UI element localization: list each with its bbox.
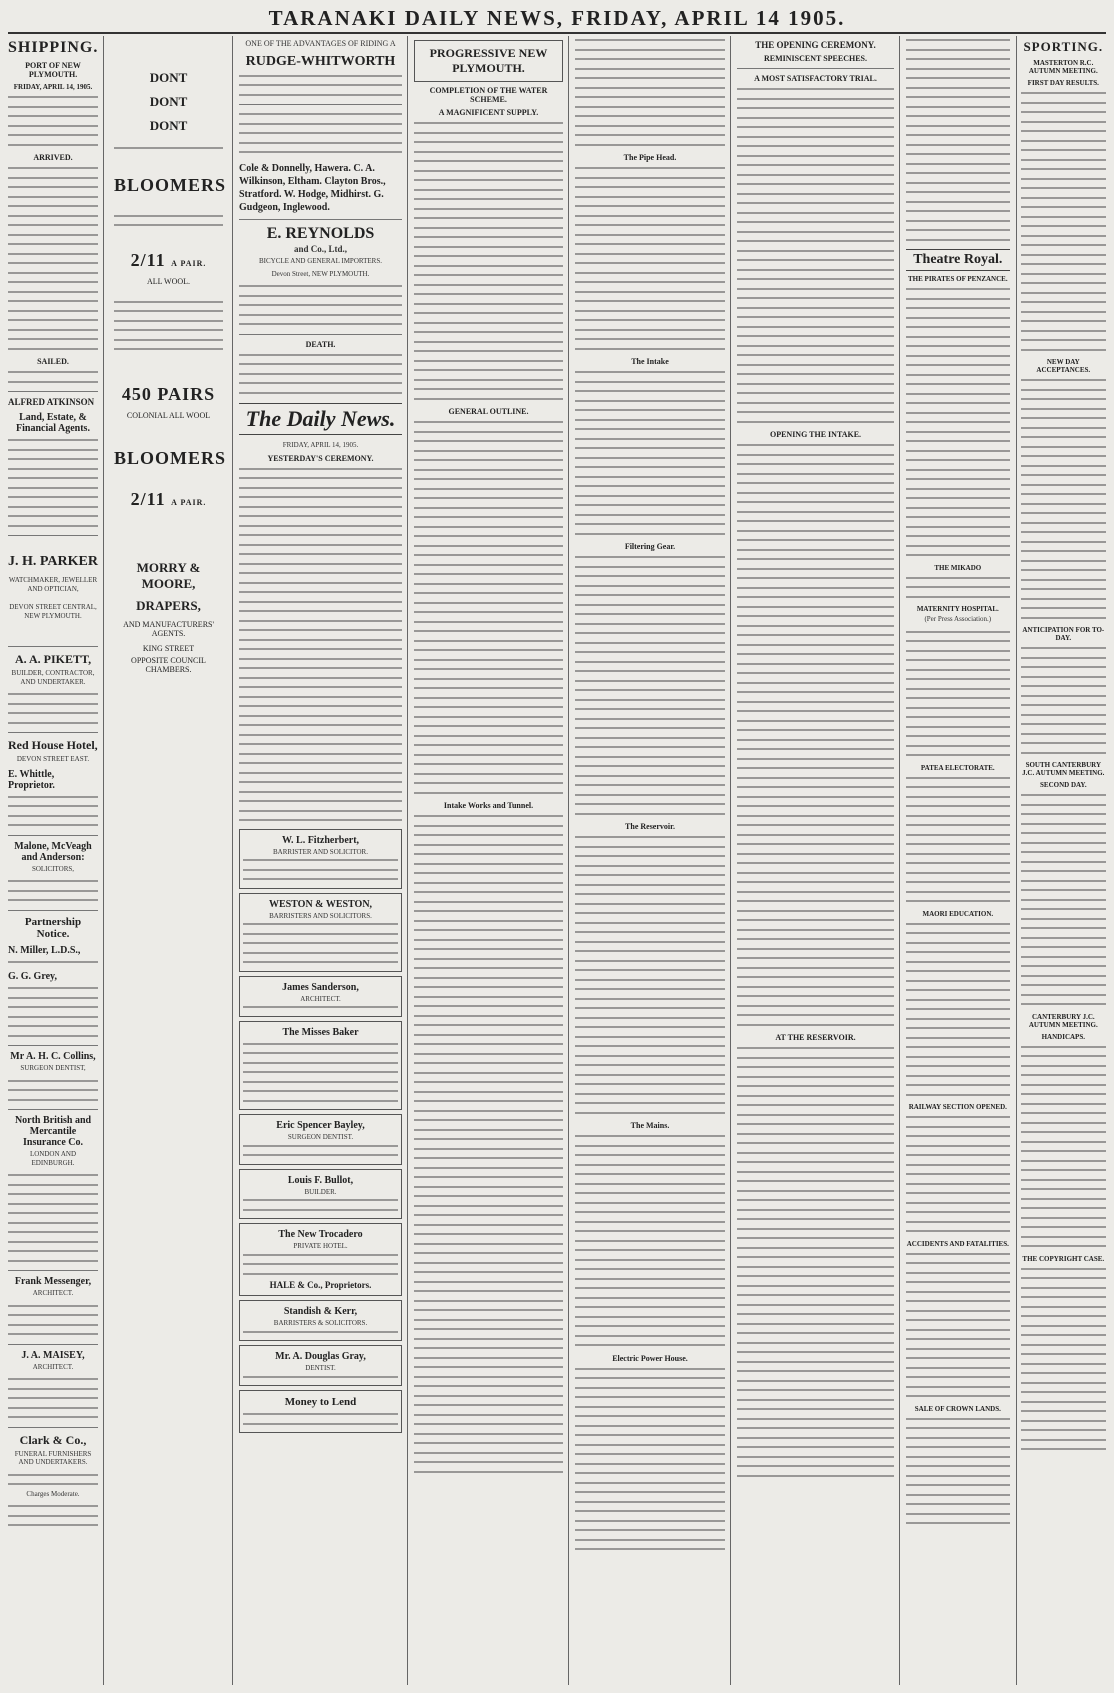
weston-ad: WESTON & WESTON, BARRISTERS AND SOLICITORS. — [239, 893, 402, 972]
column-rule — [103, 36, 104, 1685]
column-rule — [232, 36, 233, 1685]
sanderson-ad: James Sanderson, ARCHITECT. — [239, 976, 402, 1017]
hotel-addr: DEVON STREET EAST. — [16, 755, 90, 763]
standish-ad: Standish & Kerr, BARRISTERS & SOLICITORS. — [239, 1300, 402, 1341]
pikett-name: A. A. PIKETT, — [14, 652, 92, 666]
column-advertisements — [235, 36, 406, 1685]
reminiscent-speeches: REMINISCENT SPEECHES. — [764, 54, 867, 63]
clark-name: Clark & Co., — [19, 1432, 87, 1447]
crown-lands-heading: SALE OF CROWN LANDS. — [914, 1404, 1001, 1413]
messenger-role: ARCHITECT. — [32, 1289, 74, 1297]
opposite-council: OPPOSITE COUNCIL CHAMBERS. — [131, 655, 206, 674]
manufacturers: AND MANUFACTURERS' AGENTS. — [123, 619, 214, 638]
pirates-heading: THE PIRATES OF PENZANCE. — [908, 275, 1008, 283]
trocadero-ad: The New Trocadero PRIVATE HOTEL. HALE & Co., Proprietors. — [239, 1223, 402, 1296]
reynolds-sub: BICYCLE AND GENERAL IMPORTERS. — [259, 257, 382, 265]
column-shipping — [4, 36, 102, 1685]
clark-role: FUNERAL FURNISHERS AND UNDERTAKERS. — [14, 1449, 92, 1466]
bloomers-line-2: BLOOMERS — [114, 447, 227, 468]
miller-name: N. Miller, L.D.S., — [8, 944, 81, 956]
bullot-ad: Louis F. Bullot, BUILDER. — [239, 1169, 402, 1220]
filtering-gear: Filtering Gear. — [624, 542, 676, 551]
maisey-name: J. A. MAISEY, — [21, 1349, 85, 1361]
clark-charges: Charges Moderate. — [26, 1489, 80, 1498]
column-rule — [407, 36, 408, 1685]
parker-trade: WATCHMAKER, JEWELLER AND OPTICIAN, — [8, 576, 98, 593]
rudge-agents: Cole & Donnelly, Hawera. C. A. Wilkinson, Eltham. Clayton Bros., Stratford. W. Hodge, Midhirst. G. Gudgeon, Inglewood. — [239, 162, 386, 213]
mikado-heading: THE MIKADO — [934, 563, 982, 572]
bayley-ad: Eric Spencer Bayley, SURGEON DENTIST. — [239, 1114, 402, 1165]
colonial-sub: COLONIAL ALL WOOL — [126, 410, 211, 420]
bloomers-line-1: BLOOMERS — [114, 174, 227, 195]
daily-news-title: The Daily News. — [239, 403, 402, 435]
dont-line-2: DONT — [149, 94, 188, 109]
port-heading: PORT OF NEW PLYMOUTH. — [25, 61, 81, 79]
parker-addr: DEVON STREET CENTRAL, NEW PLYMOUTH. — [9, 603, 97, 620]
reynolds-name: E. REYNOLDS — [266, 224, 375, 242]
pipe-head: The Pipe Head. — [623, 153, 677, 162]
water-scheme-headline: PROGRESSIVE NEW PLYMOUTH. — [414, 40, 563, 82]
bloomers-ad — [110, 56, 227, 681]
magnificent-supply: A MAGNIFICENT SUPPLY. — [438, 108, 539, 117]
copyright-heading: THE COPYRIGHT CASE. — [1022, 1254, 1105, 1263]
rudge-title: RUDGE-WHITWORTH — [245, 53, 396, 69]
satisfactory-trial: A MOST SATISFACTORY TRIAL. — [754, 74, 877, 83]
colonial-pairs: 450 PAIRS — [121, 383, 216, 404]
agent-role: Land, Estate, & Financial Agents. — [16, 412, 90, 434]
maternity-heading: MATERNITY HOSPITAL. — [916, 605, 999, 613]
shipping-heading: SHIPPING. — [8, 39, 99, 56]
theatre-royal: Theatre Royal. — [906, 249, 1010, 271]
masthead-rule — [8, 32, 1106, 34]
the-reservoir: The Reservoir. — [625, 822, 675, 831]
nbm-name: North British and Mercantile Insurance Co. — [14, 1115, 92, 1148]
price-2: 2/11 A PAIR. — [130, 488, 207, 509]
anticipation-heading: ANTICIPATION FOR TO-DAY. — [1022, 626, 1105, 642]
second-day-heading: SECOND DAY. — [1040, 781, 1087, 789]
reynolds-addr: Devon Street, NEW PLYMOUTH. — [271, 269, 370, 278]
patea-heading: PATEA ELECTORATE. — [920, 763, 995, 772]
news-column: Theatre Royal. THE PIRATES OF PENZANCE. THE MIKADO MATERNITY HOSPITAL. (Per Press Association.) PATEA ELECTORATE. MAORI EDUCATION. RAILWAY SECTION OPENED. ACCIDENTS AND FATALITIES. SALE OF CROWN LANDS. — [906, 36, 1010, 1685]
column-water-scheme-cont — [571, 36, 729, 1685]
column-rule — [568, 36, 569, 1685]
baker-ad: The Misses Baker — [239, 1021, 402, 1111]
grey-name: G. G. Grey, — [8, 971, 57, 982]
rudge-intro: ONE OF THE ADVANTAGES OF RIDING A — [245, 39, 396, 48]
opening-ceremony: THE OPENING CEREMONY. — [755, 40, 876, 50]
all-wool: ALL WOOL. — [146, 276, 191, 286]
dont-line-1: DONT — [149, 70, 188, 85]
hotel-name: Red House Hotel, — [8, 738, 98, 752]
reynolds-co: and Co., Ltd., — [293, 243, 347, 254]
column-ceremony — [733, 36, 898, 1685]
douglasgray-ad: Mr. A. Douglas Gray, DENTIST. — [239, 1345, 402, 1386]
canterbury-jc-heading: CANTERBURY J.C. AUTUMN MEETING. — [1028, 1012, 1098, 1029]
at-reservoir: AT THE RESERVOIR. — [775, 1033, 856, 1042]
dont-line-3: DONT — [149, 118, 188, 133]
parker-name: J. H. PARKER — [8, 554, 98, 569]
water-scheme-subhead: COMPLETION OF THE WATER SCHEME. — [429, 86, 548, 104]
shipping-date: FRIDAY, APRIL 14, 1905. — [13, 83, 93, 91]
arrived-heading: ARRIVED. — [33, 153, 73, 162]
drapers: DRAPERS, — [136, 597, 201, 613]
pikett-trade: BUILDER, CONTRACTOR, AND UNDERTAKER. — [11, 669, 95, 686]
handicaps-heading: HANDICAPS. — [1041, 1032, 1085, 1041]
masthead: TARANAKI DAILY NEWS, FRIDAY, APRIL 14 1905. — [268, 6, 846, 30]
general-outline: GENERAL OUTLINE. — [448, 407, 529, 416]
masterton-heading: MASTERTON R.C. AUTUMN MEETING. — [1028, 59, 1098, 75]
death-heading: DEATH. — [305, 339, 336, 349]
moneylend-ad: Money to Lend — [239, 1390, 402, 1433]
solicitors-role: SOLICITORS, — [31, 864, 75, 873]
south-canterbury-heading: SOUTH CANTERBURY J.C. AUTUMN MEETING. — [1022, 761, 1105, 777]
maisey-role: ARCHITECT. — [32, 1362, 74, 1371]
column-rule — [899, 36, 900, 1685]
daily-news-date: FRIDAY, APRIL 14, 1905. — [282, 441, 359, 449]
accidents-heading: ACCIDENTS AND FATALITIES. — [906, 1239, 1009, 1248]
nbm-addr: LONDON AND EDINBURGH. — [29, 1150, 77, 1167]
first-day-heading: FIRST DAY RESULTS. — [1027, 79, 1099, 87]
messenger-name: Frank Messenger, — [14, 1276, 92, 1287]
electric-power-house: Electric Power House. — [612, 1353, 688, 1363]
new-day-heading: NEW DAY ACCEPTANCES. — [1036, 358, 1091, 374]
the-mains: The Mains. — [630, 1121, 670, 1130]
railway-heading: RAILWAY SECTION OPENED. — [908, 1103, 1007, 1111]
agent-name: ALFRED ATKINSON — [8, 397, 95, 407]
sailed-heading: SAILED. — [37, 357, 69, 366]
yesterday-heading: YESTERDAY'S CEREMONY. — [267, 453, 374, 463]
king-street: KING STREET — [142, 643, 195, 653]
fitzherbert-ad: W. L. Fitzherbert, BARRISTER AND SOLICITOR. — [239, 829, 402, 889]
price-1: 2/11 A PAIR. — [130, 249, 207, 270]
sporting-column — [1016, 36, 1106, 1685]
collins-name: Mr A. H. C. Collins, — [10, 1051, 96, 1062]
column-sporting — [902, 36, 1110, 1685]
maori-heading: MAORI EDUCATION. — [922, 909, 994, 918]
hotel-prop: E. Whittle, Proprietor. — [8, 768, 55, 791]
the-intake: The Intake — [631, 357, 669, 366]
morry-moore: MORRY & MOORE, — [136, 559, 201, 591]
column-bloomers-ad — [106, 36, 231, 1685]
sporting-heading: SPORTING. — [1023, 39, 1104, 54]
intake-works: Intake Works and Tunnel. — [443, 801, 534, 810]
collins-role: SURGEON DENTIST, — [20, 1064, 86, 1072]
solicitors-name: Malone, McVeagh and Anderson: — [14, 840, 92, 863]
partnership-heading: Partnership Notice. — [24, 915, 82, 940]
column-water-scheme — [410, 36, 567, 1685]
opening-intake: OPENING THE INTAKE. — [769, 430, 862, 439]
column-rule — [730, 36, 731, 1685]
